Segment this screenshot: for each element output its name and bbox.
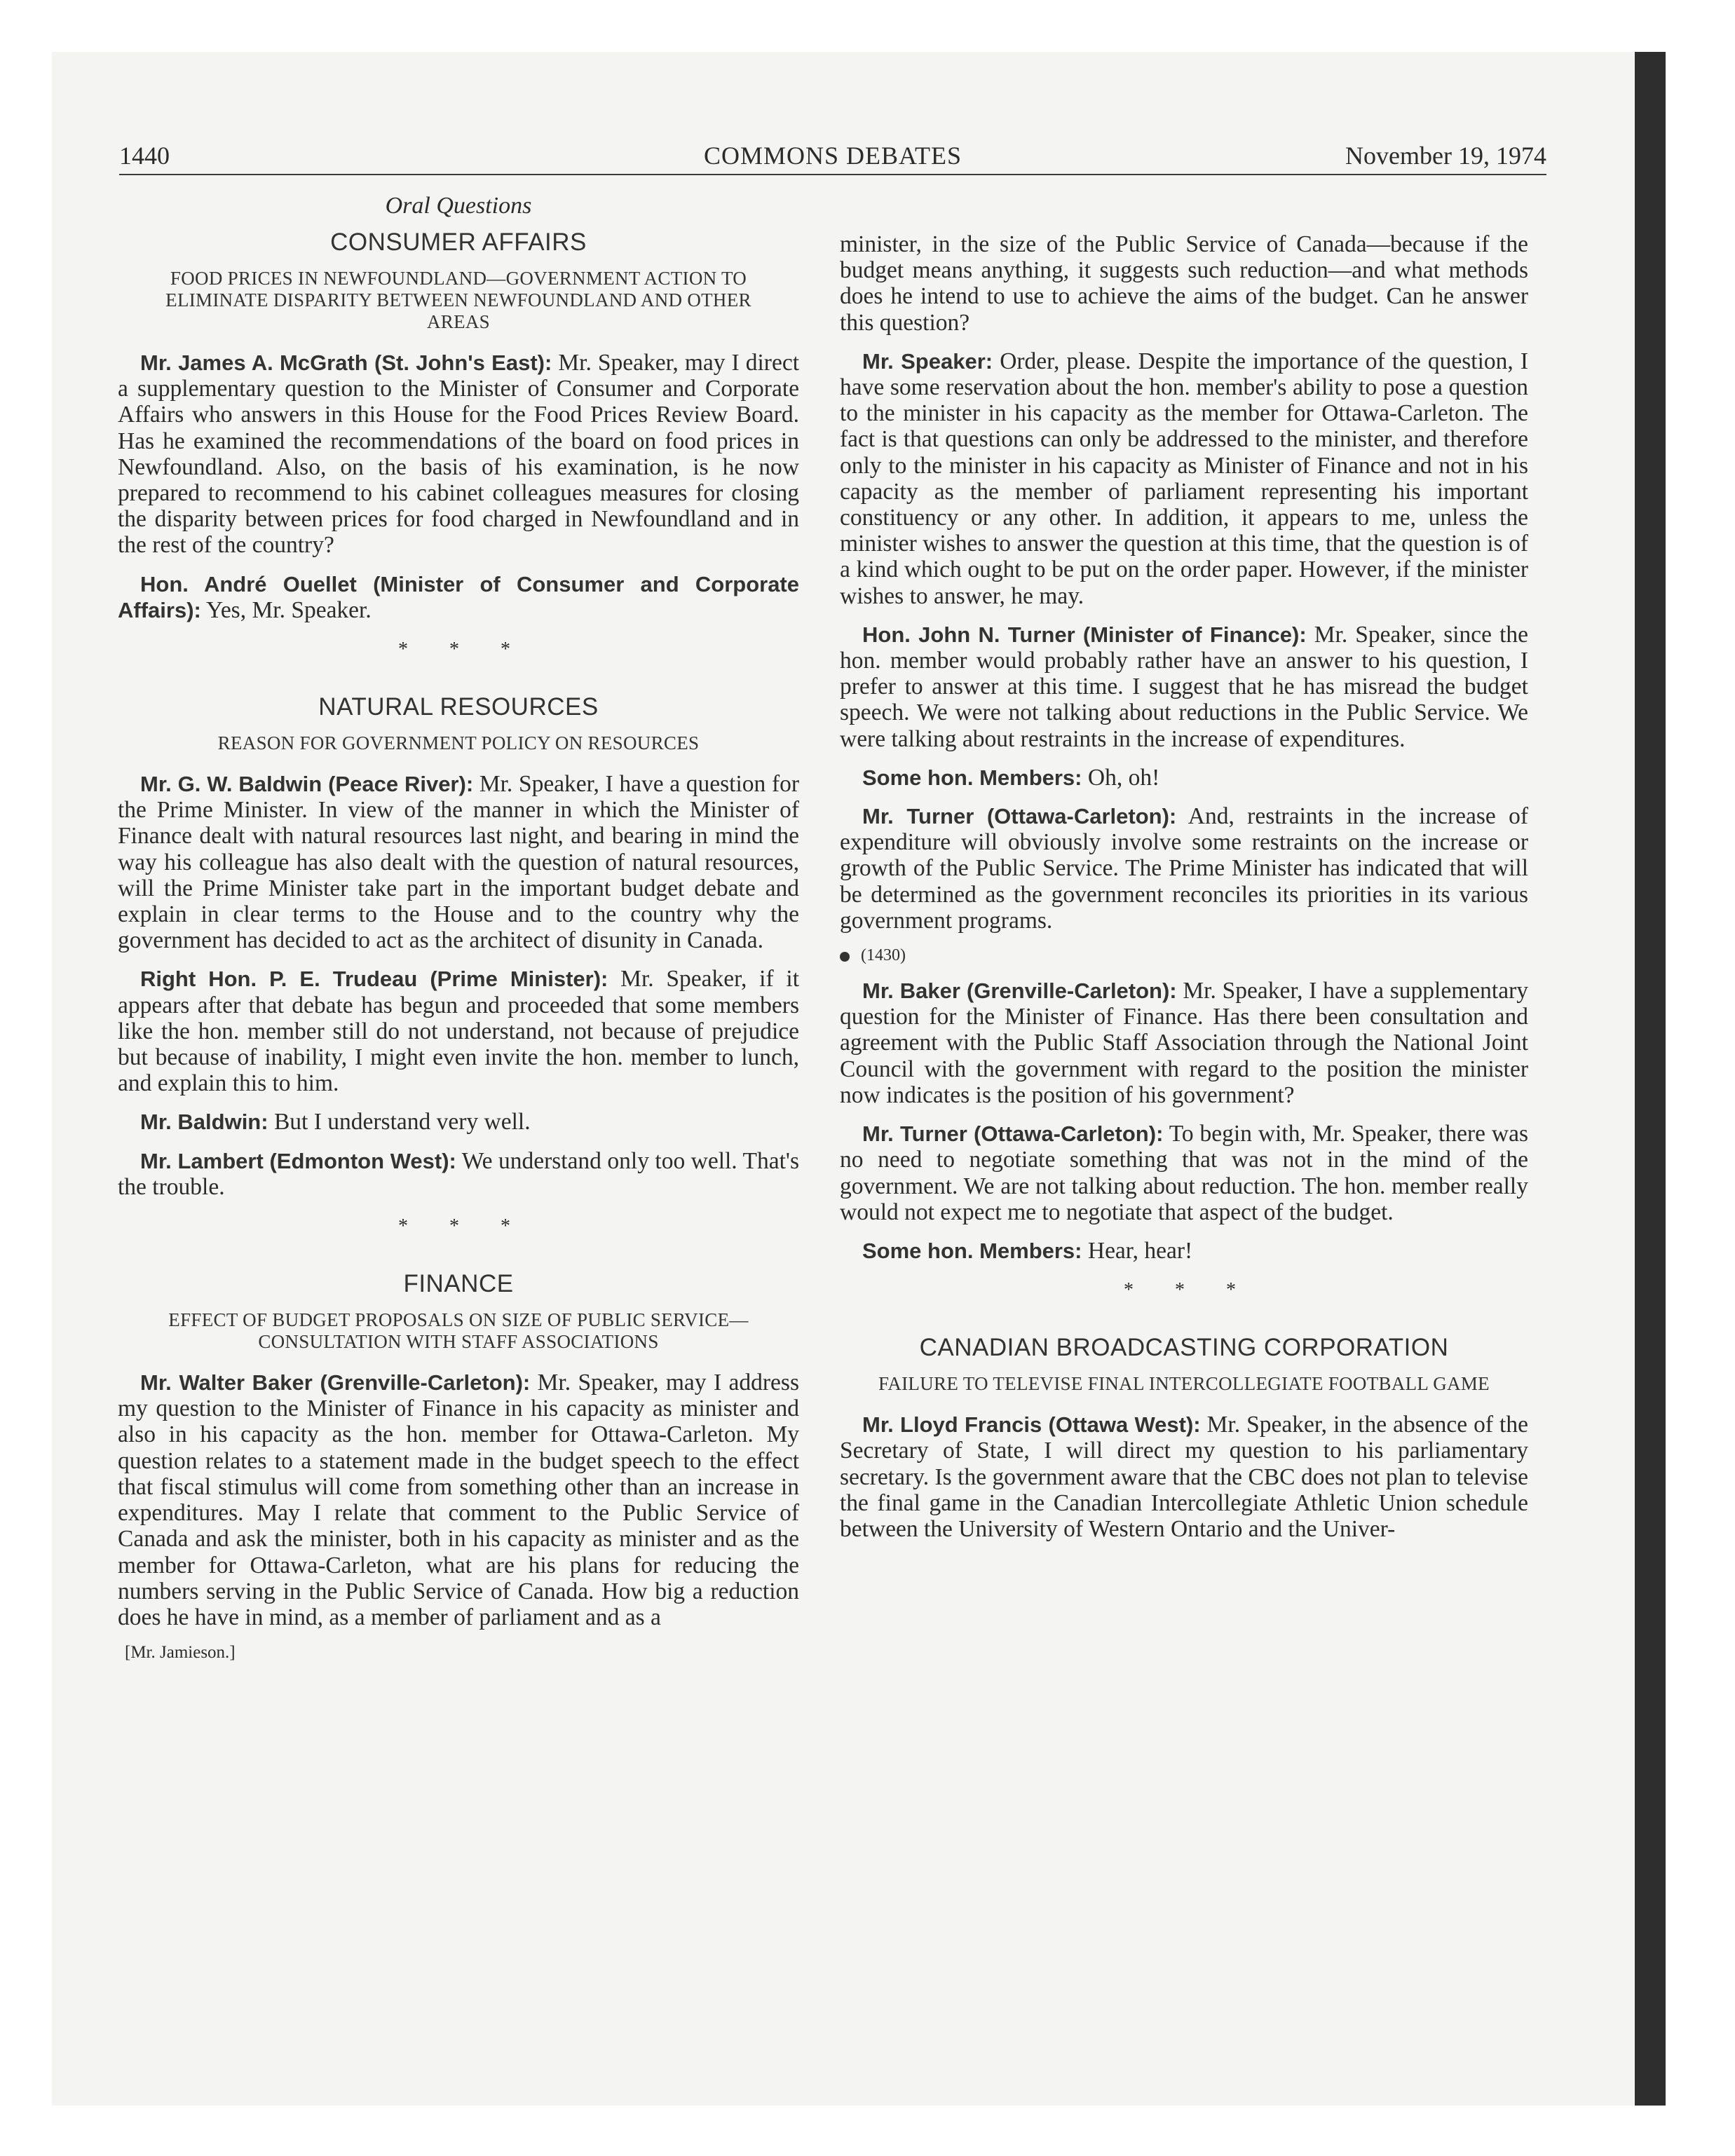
time-marker <box>840 946 1528 965</box>
speech-text: Mr. Speaker, since the hon. member would probably rather have an answer to his question, I prefer to answer at this time. I suggest that he has misread the budget speech. We were not talking about reductions in the Public Service. We were talking about restraints in the increase of expenditures. <box>840 621 1528 752</box>
subhead-food-prices: FOOD PRICES IN NEWFOUNDLAND—GOVERNMENT ACTION TO ELIMINATE DISPARITY BETWEEN NEWFOUNDLAND AND OTHER AREAS <box>165 268 751 332</box>
speech-text: But I understand very well. <box>268 1109 531 1135</box>
speech-text: Mr. Speaker, I have a supplementary question for the Minister of Finance. Has there been consultation and agreement with the Public Staff Association through the National Joint Council with the government with regard to the position the minister now indicates is the position of his government? <box>840 978 1528 1108</box>
speech-turner-answer <box>840 1121 1528 1225</box>
speaker-name: Mr. Lloyd Francis (Ottawa West): <box>862 1412 1201 1438</box>
subhead-football-game: FAILURE TO TELEVISE FINAL INTERCOLLEGIATE FOOTBALL GAME <box>878 1373 1490 1395</box>
publication-title: COMMONS DEBATES <box>703 142 962 170</box>
speech-turner-followup <box>840 803 1528 934</box>
speaker-name: Some hon. Members: <box>862 765 1082 790</box>
speech-text: Mr. Speaker, may I direct a supplementary question to the Minister of Consumer and Corporate Affairs who answers in this House for the Food Prices Review Board. Has he examined the recommendations of the board on food prices in Newfoundland. Also, on the basis of his examination, is he now prepared to recommend to his cabinet colleagues measures for closing the disparity between prices for food charged in Newfoundland and in the rest of the country? <box>118 350 799 559</box>
section-title-cbc: CANADIAN BROADCASTING CORPORATION <box>919 1334 1449 1362</box>
speech-baldwin-reply <box>118 1109 799 1135</box>
oral-questions-label: Oral Questions <box>385 193 532 219</box>
section-title-natural-resources: NATURAL RESOURCES <box>318 693 599 721</box>
speaker-name: Mr. Lambert (Edmonton West): <box>140 1148 456 1173</box>
continuation-note: [Mr. Jamieson.] <box>125 1643 236 1663</box>
section-separator: * * * <box>1124 1279 1254 1302</box>
speech-text: And, restraints in the increase of expenditure will obviously involve some restraints on the increase or growth of the Public Service. The Prime Minister has indicated that will be determined as the government reconciles its priorities in its various government programs. <box>840 803 1529 934</box>
page-header <box>119 142 1546 175</box>
section-separator: * * * <box>398 1215 529 1238</box>
speaker-name: Hon. André Ouellet (Minister of Consumer and Corporate Affairs): <box>118 571 799 622</box>
speech-walter-baker <box>118 1370 799 1630</box>
speech-ouellet <box>118 571 799 623</box>
speech-text: Hear, hear! <box>1082 1237 1193 1264</box>
section-title-consumer-affairs: CONSUMER AFFAIRS <box>330 228 587 256</box>
speech-trudeau <box>118 966 799 1096</box>
time-marker-text: (1430) <box>861 946 906 965</box>
speech-text: Mr. Speaker, I have a question for the Prime Minister. In view of the manner in which the Minister of Finance dealt with natural resources last night, and bearing in mind the way his colleague has also dealt with the question of natural resources, will the Prime Minister take part in the important budget debate and explain in clear terms to the House and to the country why the government has decided to act as the architect of disunity in Canada. <box>118 771 800 954</box>
speech-members-interjection <box>840 765 1528 791</box>
speaker-name: Mr. Baker (Grenville-Carleton): <box>862 978 1177 1004</box>
speech-text: Order, please. Despite the importance of the question, I have some reservation about the hon. member's ability to pose a question to the minister in his capacity as the member for Ottawa-Carleton. The fact is that questions can only be addressed to the minister, and therefore only to the minister in his capacity as Minister of Finance and not in his capacity as the member of parliament representing his important constituency or any other. In addition, it appears to me, unless the minister wishes to answer the question at this time, that the question is of a kind which ought to be put on the order paper. However, if the minister wishes to answer, he may. <box>840 348 1528 609</box>
speech-mcgrath <box>118 350 799 559</box>
subhead-budget-proposals: EFFECT OF BUDGET PROPOSALS ON SIZE OF PUBLIC SERVICE—CONSULTATION WITH STAFF ASSOCIATIONS <box>168 1309 749 1353</box>
speaker-name: Some hon. Members: <box>862 1238 1082 1263</box>
publication-date: November 19, 1974 <box>1345 142 1546 170</box>
speech-text: Mr. Speaker, if it appears after that debate has begun and proceeded that some members like the hon. member still do not understand, not because of prejudice but because of inability, I might even invite the hon. member to lunch, and explain this to him. <box>118 966 799 1097</box>
speech-francis <box>840 1412 1528 1542</box>
speech-text: Mr. Speaker, may I address my question to the Minister of Finance in his capacity as minister and also in his capacity as the hon. member for Ottawa-Carleton. My question relates to a statement made in the budget speech to the effect that fiscal stimulus will come from something other than an increase in expenditures. May I relate that comment to the Public Service of Canada and ask the minister, both in his capacity as minister and as the member for Ottawa-Carleton, what are his plans for reducing the numbers serving in the Public Service of Canada. How big a reduction does he have in mind, as a member of parliament and as a <box>118 1370 799 1630</box>
speech-text: Yes, Mr. Speaker. <box>200 596 372 623</box>
section-title-finance: FINANCE <box>403 1270 514 1298</box>
speech-continuation: minister, in the size of the Public Service of Canada—because if the budget means anything, it suggests such reduction—and what methods does he intend to use to achieve the aims of the budget. Can he answer this question? <box>840 231 1528 336</box>
speaker-name: Right Hon. P. E. Trudeau (Prime Minister): <box>140 967 608 992</box>
scan-binding-edge <box>1635 52 1666 2106</box>
speaker-name: Mr. G. W. Baldwin (Peace River): <box>140 772 474 797</box>
section-separator: * * * <box>398 639 529 661</box>
left-column <box>118 188 799 1663</box>
speaker-name: Mr. James A. McGrath (St. John's East): <box>140 350 552 375</box>
speaker-name: Mr. Turner (Ottawa-Carleton): <box>862 804 1177 829</box>
page-number: 1440 <box>119 142 170 170</box>
speech-text: We understand only too well. That's the trouble. <box>118 1147 799 1200</box>
speaker-name: Mr. Turner (Ottawa-Carleton): <box>862 1121 1164 1147</box>
speaker-name: Hon. John N. Turner (Minister of Finance): <box>862 622 1307 647</box>
speech-baker-supplementary <box>840 978 1528 1108</box>
speech-turner <box>840 622 1528 752</box>
speech-lambert <box>118 1148 799 1200</box>
speech-speaker <box>840 348 1528 609</box>
right-column <box>840 231 1528 1555</box>
speech-text: To begin with, Mr. Speaker, there was no need to negotiate something that was not in the mind of the government. We are not talking about reduction. The hon. member really would not expect me to negotiate that aspect of the budget. <box>840 1121 1529 1225</box>
speech-text: Mr. Speaker, in the absence of the Secretary of State, I will direct my question to his parliamentary secretary. Is the government aware that the CBC does not plan to televise the final game in the Canadian Intercollegiate Athletic Union schedule between the University of Western Ontario and the Univer- <box>840 1412 1528 1542</box>
speech-members-applause <box>840 1238 1528 1264</box>
bullet-dot-icon <box>840 952 850 962</box>
subhead-resources-policy: REASON FOR GOVERNMENT POLICY ON RESOURCES <box>217 732 700 754</box>
speaker-name: Mr. Baldwin: <box>140 1110 268 1135</box>
speech-baldwin <box>118 771 799 953</box>
speaker-name: Mr. Speaker: <box>862 348 993 374</box>
speaker-name: Mr. Walter Baker (Grenville-Carleton): <box>140 1370 531 1396</box>
speech-text: Oh, oh! <box>1082 764 1160 791</box>
